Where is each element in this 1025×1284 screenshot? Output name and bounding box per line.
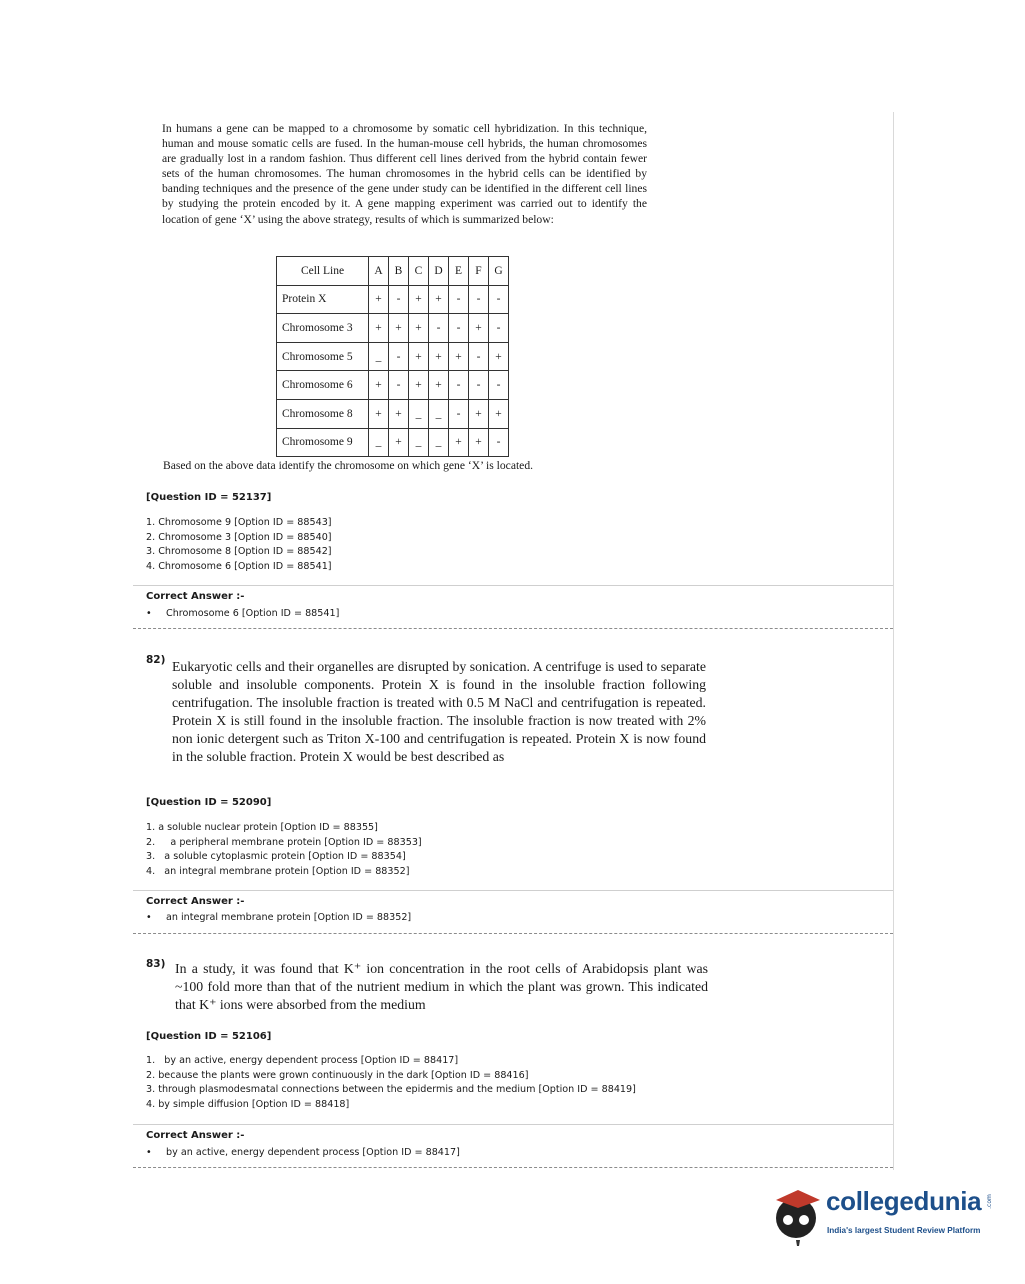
bullet: • [146, 912, 152, 923]
row-label: Chromosome 6 [277, 371, 369, 400]
table-cell: - [449, 399, 469, 428]
table-cell: + [389, 314, 409, 343]
table-cell: + [469, 399, 489, 428]
table-cell: - [389, 342, 409, 371]
q83-correct-label: Correct Answer :- [146, 1130, 245, 1141]
table-column-header: D [429, 257, 449, 286]
table-cell: + [409, 342, 429, 371]
table-cell: - [489, 371, 509, 400]
divider [133, 1124, 893, 1125]
logo-domain: .com [985, 1194, 993, 1209]
table-cell: + [489, 399, 509, 428]
table-cell: - [389, 371, 409, 400]
table-cell: - [489, 285, 509, 314]
q81-correct-answer [146, 608, 339, 619]
table-cell: + [369, 285, 389, 314]
q81-question-id: [Question ID = 52137] [146, 492, 272, 503]
table-cell: _ [429, 399, 449, 428]
q83-option-1: 1. by an active, energy dependent process [Option ID = 88417] [146, 1055, 459, 1066]
table-row [277, 285, 509, 314]
q83-option-2: 2. because the plants were grown continuously in the dark [Option ID = 88416] [146, 1069, 529, 1081]
table-cell: - [449, 285, 469, 314]
table-cell: _ [429, 428, 449, 457]
q82-option-2: 2. a peripheral membrane protein [Option ID = 88353] [146, 836, 422, 848]
q83-number: 83) [146, 958, 166, 970]
row-label: Chromosome 8 [277, 399, 369, 428]
table-row [277, 342, 509, 371]
q82-correct-label: Correct Answer :- [146, 896, 245, 907]
bullet: • [146, 1147, 152, 1158]
table-cell: + [449, 428, 469, 457]
table-header-cell: Cell Line [277, 257, 369, 286]
logo-wordmark: collegedunia [826, 1186, 982, 1216]
table-column-header: A [369, 257, 389, 286]
table-row [277, 428, 509, 457]
table-column-header: F [469, 257, 489, 286]
q83-question-id: [Question ID = 52106] [146, 1031, 272, 1042]
table-cell: + [409, 314, 429, 343]
logo-tagline: India's largest Student Review Platform [827, 1226, 981, 1235]
q81-option-1: 1. Chromosome 9 [Option ID = 88543] [146, 517, 332, 528]
table-cell: + [389, 399, 409, 428]
table-cell: - [389, 285, 409, 314]
q82-number: 82) [146, 654, 166, 666]
table-cell: + [409, 285, 429, 314]
q81-intro: In humans a gene can be mapped to a chromosome by somatic cell hybridization. In this technique, human and mouse somatic cells are fused. In the human-mouse cell hybrids, the human chromosomes are gradually lost in a random fashion. Thus different cell lines derived from the hybrid contain fewer sets of the human chromosomes. The human chromosomes in the hybrid cells can be identified by banding techniques and the presence of the gene under study can be identified in the different cell lines by studying the protein encoded by it. A gene mapping experiment was carried out to identify the location of gene ‘X’ using the above strategy, results of which is summarized below: [162, 122, 647, 226]
q81-option-2: 2. Chromosome 3 [Option ID = 88540] [146, 531, 332, 543]
table-cell: _ [369, 342, 389, 371]
table-cell: + [469, 428, 489, 457]
q82-option-3: 3. a soluble cytoplasmic protein [Option ID = 88354] [146, 851, 406, 863]
table-cell: + [449, 342, 469, 371]
divider [133, 890, 893, 891]
table-row [277, 399, 509, 428]
question-separator [133, 1167, 893, 1168]
table-cell: _ [409, 399, 429, 428]
table-cell: + [409, 371, 429, 400]
q81-correct-label: Correct Answer :- [146, 591, 245, 602]
q83-option-4: 4. by simple diffusion [Option ID = 88418] [146, 1099, 350, 1111]
question-separator [133, 933, 893, 934]
table-cell: + [389, 428, 409, 457]
q83-text: In a study, it was found that K⁺ ion concentration in the root cells of Arabidopsis plant was ~100 fold more than that of the nutrient medium in which the plant was grown. This indicated that K⁺ ions were absorbed from the medium [175, 961, 708, 1013]
table-cell: - [469, 342, 489, 371]
table-row [277, 371, 509, 400]
table-cell: - [429, 314, 449, 343]
q83-correct-value: by an active, energy dependent process [Option ID = 88417] [166, 1147, 460, 1158]
table-column-header: B [389, 257, 409, 286]
table-cell: _ [409, 428, 429, 457]
table-cell: - [489, 428, 509, 457]
question-separator [133, 628, 893, 629]
q82-option-4: 4. an integral membrane protein [Option ID = 88352] [146, 866, 410, 878]
bullet: • [146, 608, 152, 619]
table-cell: + [429, 342, 449, 371]
divider [133, 585, 893, 586]
table-cell: - [449, 371, 469, 400]
table-cell: + [369, 399, 389, 428]
table-cell: + [369, 371, 389, 400]
table-column-header: E [449, 257, 469, 286]
row-label: Chromosome 9 [277, 428, 369, 457]
q83-correct-answer [146, 1147, 460, 1158]
table-cell: + [369, 314, 389, 343]
q81-question-text: Based on the above data identify the chromosome on which gene ‘X’ is located. [163, 459, 534, 472]
table-cell: _ [369, 428, 389, 457]
table-cell: - [469, 285, 489, 314]
cell-line-table [276, 256, 509, 457]
q81-options [146, 516, 332, 575]
row-label: Chromosome 5 [277, 342, 369, 371]
q82-question-id: [Question ID = 52090] [146, 797, 272, 808]
table-row [277, 314, 509, 343]
table-cell: + [429, 285, 449, 314]
q82-option-1: 1. a soluble nuclear protein [Option ID = 88355] [146, 822, 378, 833]
q83-option-3: 3. through plasmodesmatal connections between the epidermis and the medium [Option ID = 88419] [146, 1084, 636, 1096]
table-cell: - [489, 314, 509, 343]
table-cell: + [489, 342, 509, 371]
table-column-header: C [409, 257, 429, 286]
q82-text: Eukaryotic cells and their organelles are disrupted by sonication. A centrifuge is used to separate soluble and insoluble components. Protein X is found in the insoluble fraction following centrifugation. The insoluble fraction is treated with 0.5 M NaCl and centrifugation is repeated. Protein X is still found in the insoluble fraction. The insoluble fraction is now treated with 2% non ionic detergent such as Triton X-100 and centrifugation is repeated. Protein X is now found in the soluble fraction. Protein X would be best described as [172, 659, 706, 765]
q81-correct-value: Chromosome 6 [Option ID = 88541] [166, 608, 340, 619]
q82-correct-answer [146, 912, 411, 923]
table-cell: + [429, 371, 449, 400]
row-label: Protein X [277, 285, 369, 314]
table-cell: - [469, 371, 489, 400]
table-header-row [277, 257, 509, 286]
table-cell: - [449, 314, 469, 343]
collegedunia-logo-icon [768, 1180, 828, 1250]
table-cell: + [469, 314, 489, 343]
q81-option-3: 3. Chromosome 8 [Option ID = 88542] [146, 546, 332, 558]
q81-option-4: 4. Chromosome 6 [Option ID = 88541] [146, 561, 332, 573]
q82-correct-value: an integral membrane protein [Option ID = 88352] [166, 912, 412, 923]
q83-options [146, 1054, 636, 1113]
q82-options [146, 821, 422, 880]
row-label: Chromosome 3 [277, 314, 369, 343]
table-column-header: G [489, 257, 509, 286]
